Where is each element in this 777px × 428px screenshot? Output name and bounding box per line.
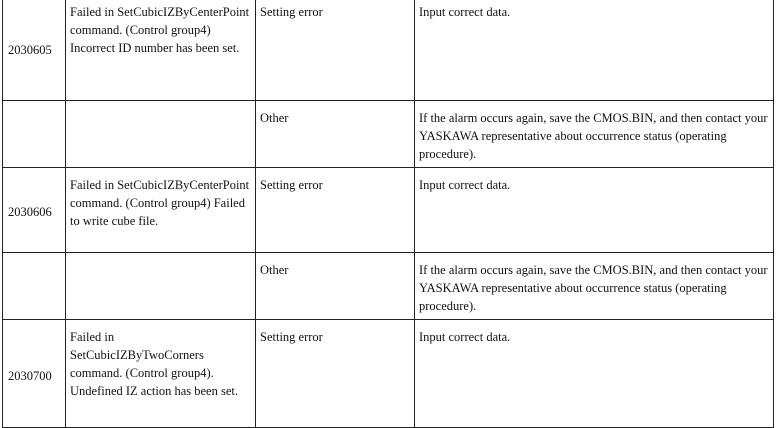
alarm-cause: Setting error [256,0,415,101]
alarm-remedy: Input correct data. [415,320,774,428]
alarm-message: Failed in SetCubicIZByCenterPoint command. (Control group4) Failed to write cube file. [66,168,256,253]
alarm-remedy: If the alarm occurs again, save the CMOS.BIN, and then contact your YASKAWA representative about occurrence status (operating procedure). [415,253,774,320]
alarm-code: 2030606 [3,168,66,253]
alarm-remedy: Input correct data. [415,0,774,101]
table-row [3,101,774,168]
empty-code-cell [3,101,66,168]
alarm-code: 2030605 [3,0,66,101]
alarm-cause: Setting error [256,168,415,253]
alarm-message: Failed in SetCubicIZByTwoCorners command. (Control group4). Undefined IZ action has been set. [66,320,256,428]
alarm-table [2,0,774,428]
table-row [3,253,774,320]
empty-message-cell [66,253,256,320]
table-row [3,320,774,428]
alarm-code: 2030700 [3,320,66,428]
alarm-remedy: If the alarm occurs again, save the CMOS.BIN, and then contact your YASKAWA representative about occurrence status (operating procedure). [415,101,774,168]
alarm-cause: Setting error [256,320,415,428]
empty-message-cell [66,101,256,168]
alarm-cause: Other [256,101,415,168]
alarm-cause: Other [256,253,415,320]
table-row [3,0,774,101]
alarm-message: Failed in SetCubicIZByCenterPoint command. (Control group4) Incorrect ID number has been set. [66,0,256,101]
empty-code-cell [3,253,66,320]
alarm-remedy: Input correct data. [415,168,774,253]
table-row [3,168,774,253]
